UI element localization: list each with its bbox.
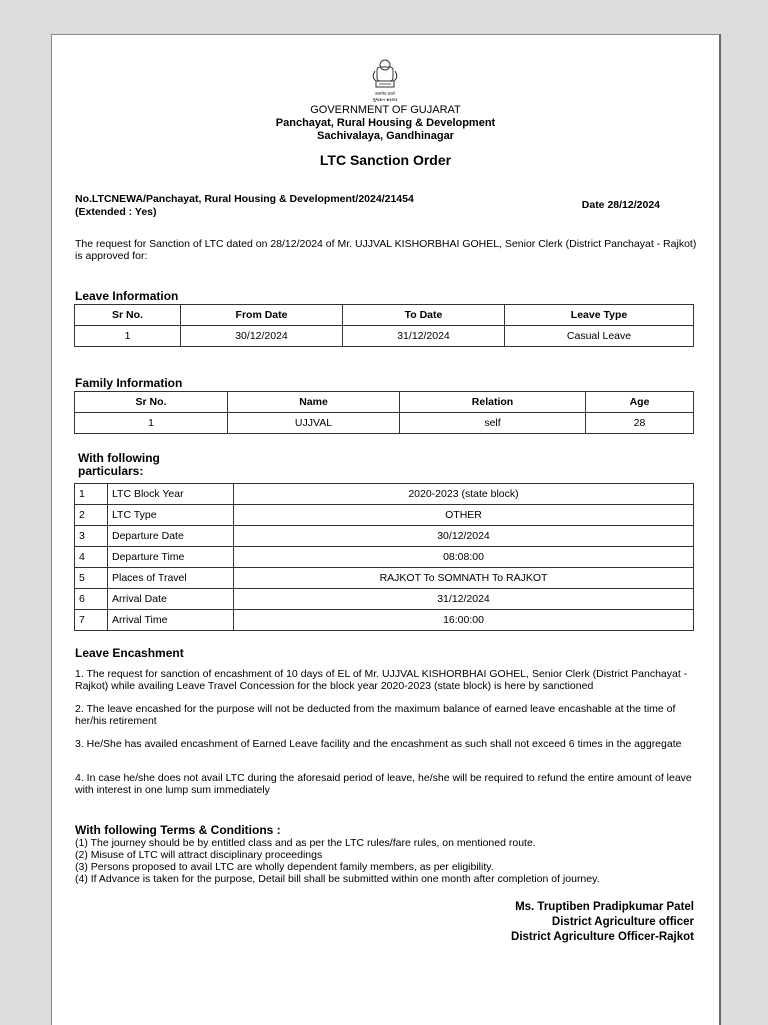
table-cell: 30/12/2024 [234, 526, 694, 547]
table-cell: Places of Travel [108, 568, 234, 589]
table-cell: 08:08:00 [234, 547, 694, 568]
order-date: Date 28/12/2024 [581, 199, 660, 211]
encashment-paragraph-4: 4. In case he/she does not avail LTC during the aforesaid period of leave, he/she will be required to refund the entire amount of leave with interest in one lump sum immediately [75, 772, 692, 796]
particulars-heading-line2: particulars: [78, 464, 144, 478]
svg-text:सत्यमेव जयते: सत्यमेव जयते [375, 91, 395, 96]
particulars-table [74, 483, 694, 631]
family-info-table [74, 391, 694, 434]
column-header: Age [586, 392, 694, 413]
table-cell: 16:00:00 [234, 610, 694, 631]
table-cell: OTHER [234, 505, 694, 526]
table-row [75, 484, 694, 505]
list-item: (3) Persons proposed to avail LTC are wholly dependent family members, as per eligibility. [75, 861, 494, 873]
table-row [75, 505, 694, 526]
table-cell: 1 [75, 484, 108, 505]
table-cell: 1 [75, 326, 181, 347]
table-header-row [75, 305, 694, 326]
svg-text:ગુજરાત સરકાર: ગુજરાત સરકાર [372, 97, 398, 102]
table-cell: 3 [75, 526, 108, 547]
table-cell: 1 [75, 413, 228, 434]
signatory-block [511, 900, 694, 945]
table-cell: self [400, 413, 586, 434]
table-cell: 2020-2023 (state block) [234, 484, 694, 505]
table-cell: Arrival Time [108, 610, 234, 631]
terms-list [75, 837, 700, 885]
encashment-paragraph-1: 1. The request for sanction of encashment of 10 days of EL of Mr. UJJVAL KISHORBHAI GOHEL, Senior Clerk (District Panchayat - Rajkot) while availing Leave Travel Concession for the block year 2020-2023 (state block) is here by sanctioned [75, 668, 688, 692]
table-cell: 31/12/2024 [343, 326, 505, 347]
leave-info-heading: Leave Information [75, 289, 179, 303]
table-cell: 6 [75, 589, 108, 610]
particulars-heading-line1: With following [78, 451, 160, 465]
table-row [75, 568, 694, 589]
table-cell: RAJKOT To SOMNATH To RAJKOT [234, 568, 694, 589]
terms-heading: With following Terms & Conditions : [75, 823, 281, 837]
order-extended: (Extended : Yes) [75, 206, 157, 218]
list-item: (2) Misuse of LTC will attract disciplinary proceedings [75, 849, 323, 861]
particulars-heading [78, 452, 160, 478]
table-row [75, 413, 694, 434]
table-cell: 30/12/2024 [181, 326, 343, 347]
table-header-row [75, 392, 694, 413]
signatory-name: Ms. Truptiben Pradipkumar Patel [515, 901, 694, 913]
government-name: GOVERNMENT OF GUJARAT [310, 104, 461, 116]
list-item: (4) If Advance is taken for the purpose, Detail bill shall be submitted within one month after completion of journey. [75, 873, 600, 885]
table-cell: 28 [586, 413, 694, 434]
encashment-paragraph-3: 3. He/She has availed encashment of Earned Leave facility and the encashment as such shall not exceed 6 times in the aggregate [75, 738, 682, 750]
office-location: Sachivalaya, Gandhinagar [317, 130, 454, 142]
table-cell: 31/12/2024 [234, 589, 694, 610]
family-info-heading: Family Information [75, 376, 183, 390]
signatory-office: District Agriculture Officer-Rajkot [511, 931, 694, 943]
state-emblem-icon [365, 57, 405, 103]
table-row [75, 526, 694, 547]
department-name: Panchayat, Rural Housing & Development [275, 117, 496, 129]
intro-text: The request for Sanction of LTC dated on 28/12/2024 of Mr. UJJVAL KISHORBHAI GOHEL, Senior Clerk (District Panchayat - Rajkot) is approved for: [75, 238, 697, 262]
encashment-heading: Leave Encashment [75, 646, 184, 660]
table-row [75, 326, 694, 347]
document-page [51, 34, 721, 1025]
signatory-designation: District Agriculture officer [551, 916, 694, 928]
table-cell: LTC Type [108, 505, 234, 526]
column-header: To Date [343, 305, 505, 326]
column-header: Sr No. [75, 392, 228, 413]
table-cell: Arrival Date [108, 589, 234, 610]
column-header: Sr No. [75, 305, 181, 326]
table-row [75, 547, 694, 568]
table-cell: 2 [75, 505, 108, 526]
leave-info-table [74, 304, 694, 347]
list-item: (1) The journey should be by entitled class and as per the LTC rules/fare rules, on mentioned route. [75, 837, 536, 849]
table-row [75, 589, 694, 610]
encashment-paragraph-2: 2. The leave encashed for the purpose will not be deducted from the maximum balance of earned leave encashable at the time of her/his retirement [75, 703, 676, 727]
table-cell: 5 [75, 568, 108, 589]
order-number: No.LTCNEWA/Panchayat, Rural Housing & Development/2024/21454 [75, 193, 414, 205]
table-row [75, 610, 694, 631]
table-cell: Departure Date [108, 526, 234, 547]
table-cell: 7 [75, 610, 108, 631]
table-cell: Departure Time [108, 547, 234, 568]
column-header: Relation [400, 392, 586, 413]
table-cell: LTC Block Year [108, 484, 234, 505]
column-header: From Date [181, 305, 343, 326]
table-cell: UJJVAL [228, 413, 400, 434]
page-title: LTC Sanction Order [319, 152, 452, 168]
column-header: Leave Type [505, 305, 694, 326]
column-header: Name [228, 392, 400, 413]
table-cell: Casual Leave [505, 326, 694, 347]
table-cell: 4 [75, 547, 108, 568]
